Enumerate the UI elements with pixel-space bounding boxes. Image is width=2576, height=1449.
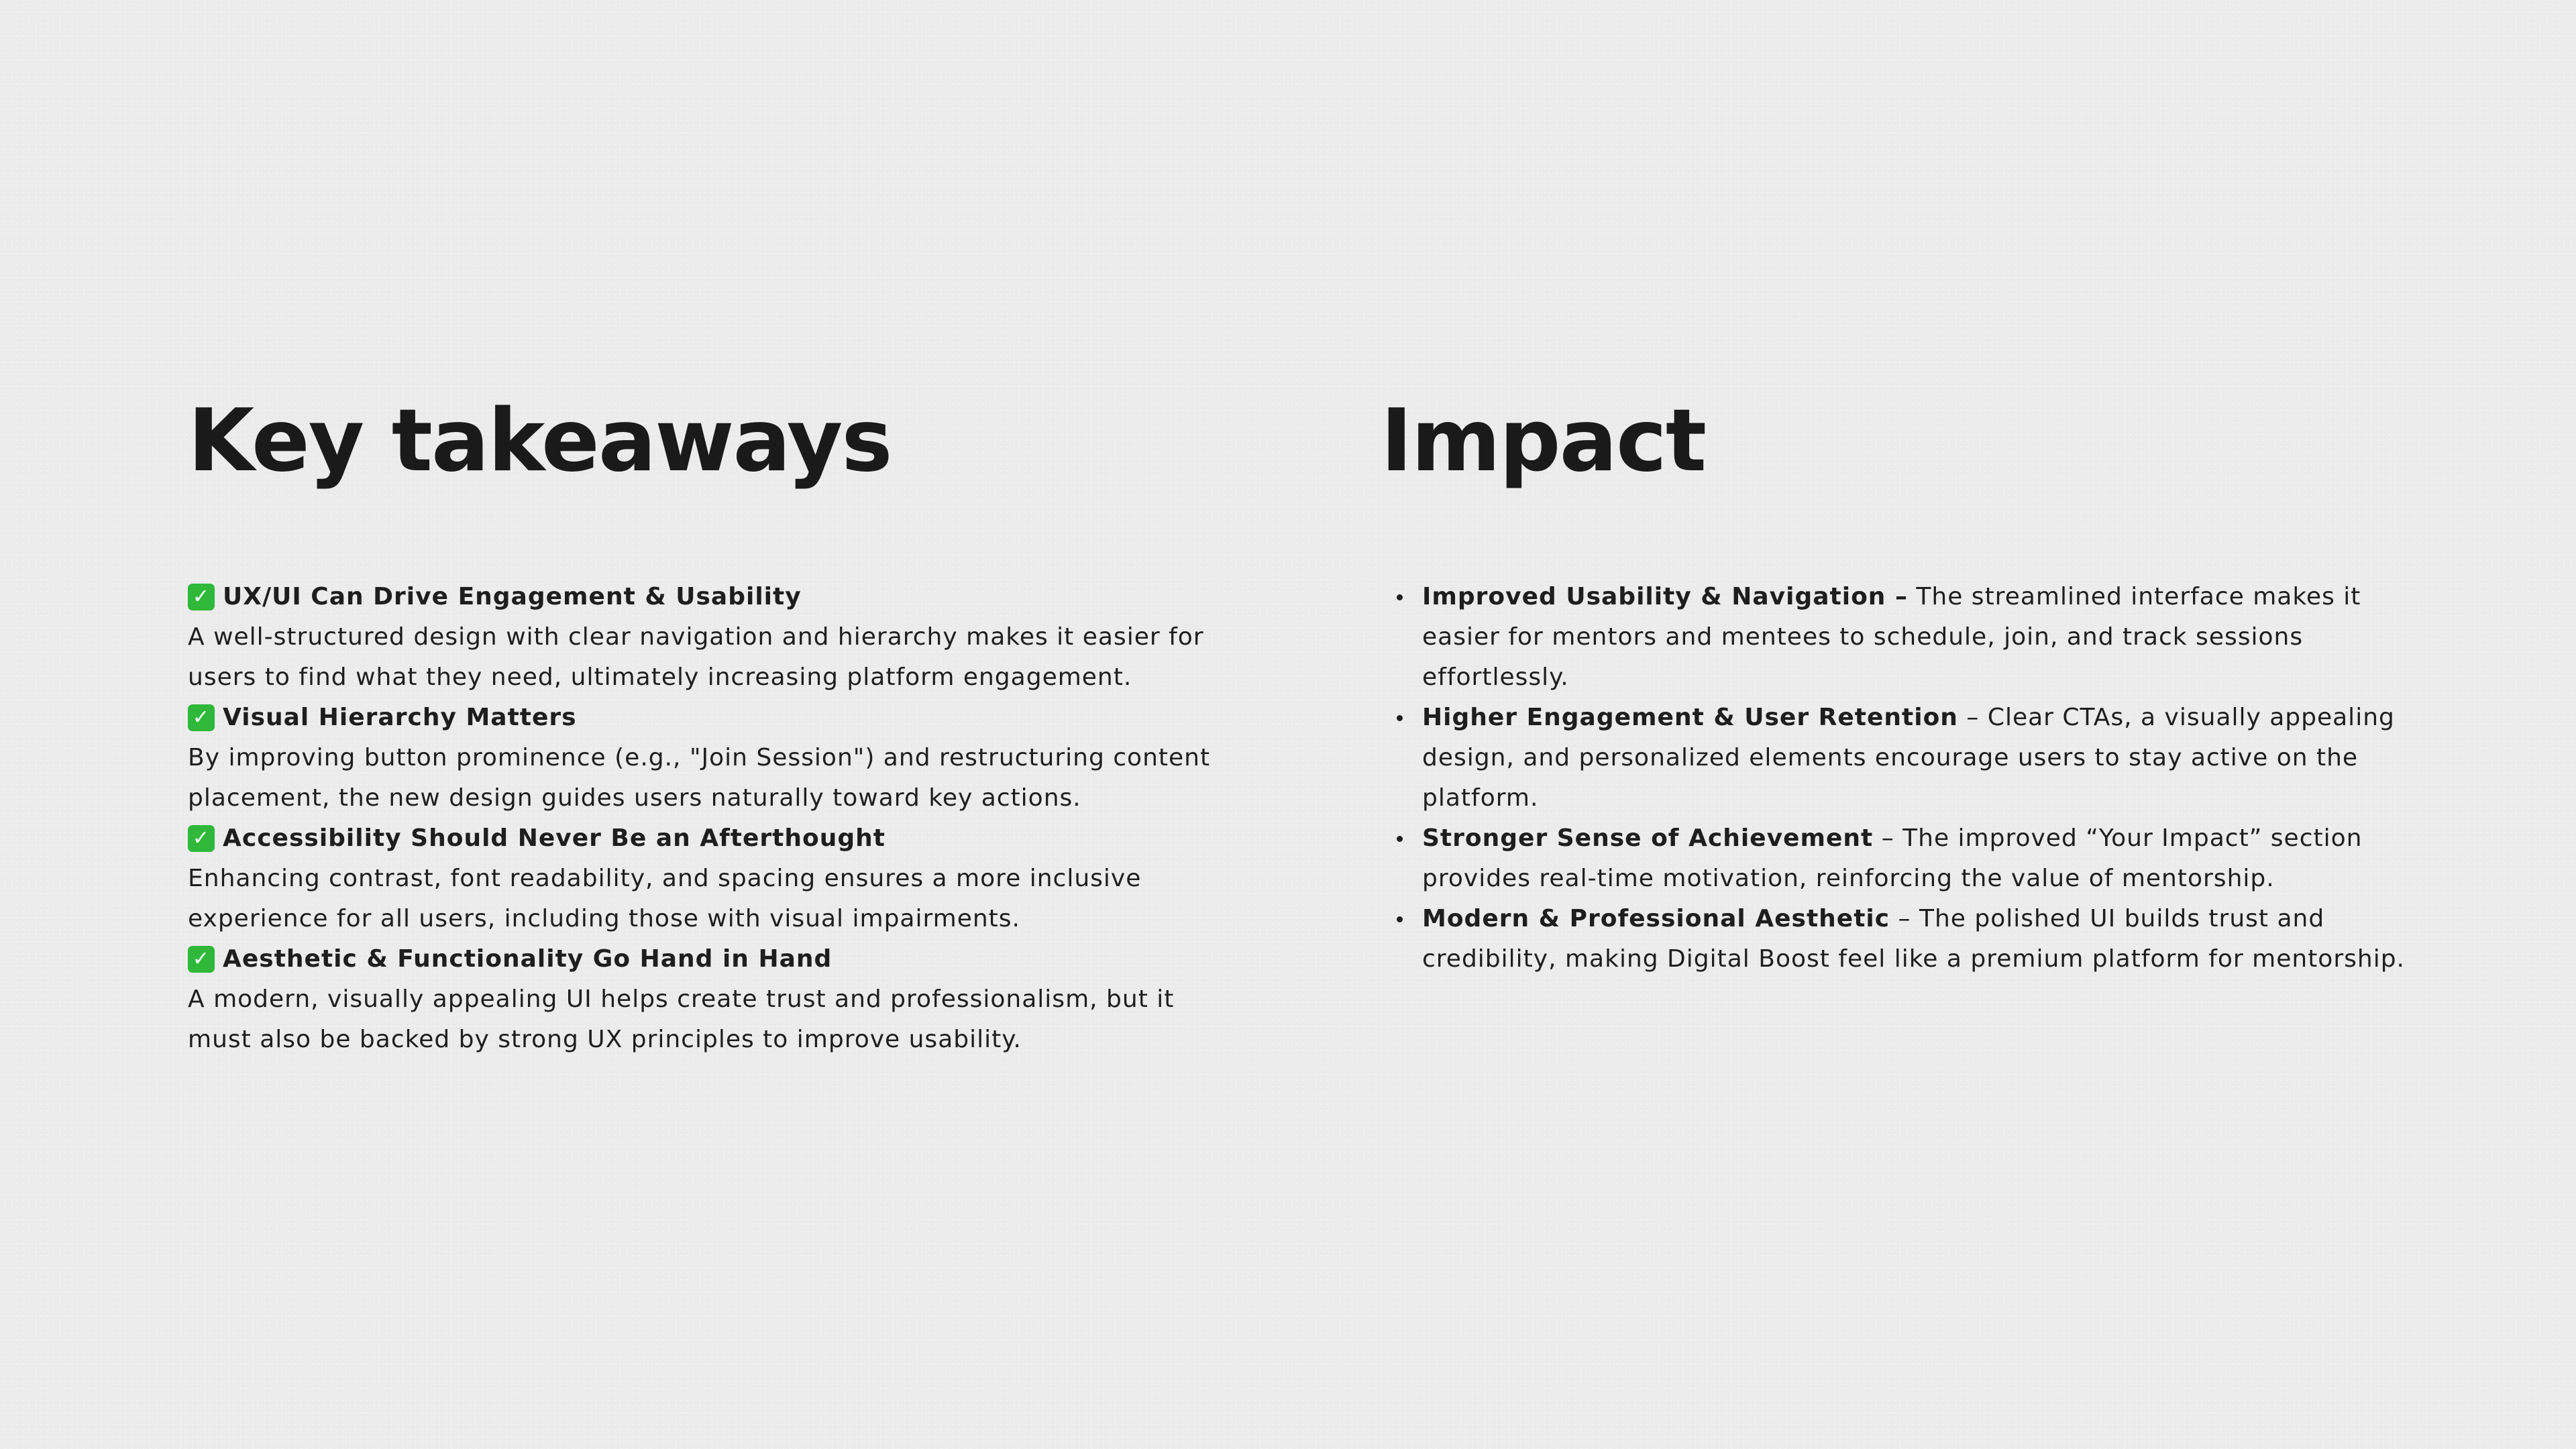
check-mark-icon: ✓ [188,825,215,852]
impact-item [1381,899,2427,979]
takeaway-description: A well-structured design with clear navigation and hierarchy makes it easier for users to find what they need, ultimately increasing platform engagement. [188,623,1204,691]
takeaway-item [188,698,1221,818]
impact-item-text: – The polished UI builds trust and credibility, making Digital Boost feel like a premium platform for mentorship. [1422,905,2406,973]
check-mark-icon: ✓ [188,584,215,610]
impact-list [1381,577,2427,979]
takeaway-title-row [188,818,1221,859]
takeaway-title: Aesthetic & Functionality Go Hand in Hand [223,945,833,973]
impact-item-text: – The improved “Your Impact” section provides real-time motivation, reinforcing the value of mentorship. [1422,824,2363,892]
impact-item-text: – Clear CTAs, a visually appealing design, and personalized elements encourage users to stay active on the platform. [1422,704,2395,812]
check-mark-icon: ✓ [188,704,215,731]
impact-item-title: Stronger Sense of Achievement [1422,824,1874,852]
impact-list-wrapper [1381,577,2427,979]
impact-item [1381,698,2427,818]
takeaway-item [188,818,1221,939]
takeaway-title-row [188,698,1221,738]
key-takeaways-heading: Key takeaways [188,391,892,491]
takeaway-item [188,939,1221,1060]
bullet-icon [1397,916,1403,922]
takeaway-title-row [188,577,1221,617]
impact-section [1381,391,2427,973]
bullet-icon [1397,715,1403,721]
bullet-icon [1397,594,1403,600]
takeaway-title: Visual Hierarchy Matters [223,704,577,731]
takeaway-title-row [188,939,1221,979]
impact-item-title: Improved Usability & Navigation – [1422,583,1908,610]
takeaway-description: By improving button prominence (e.g., "Join Session") and restructuring content placement, the new design guides users naturally toward key actions. [188,744,1211,812]
takeaway-title: Accessibility Should Never Be an Afterthought [223,824,885,852]
impact-item-title: Modern & Professional Aesthetic [1422,905,1890,932]
impact-item [1381,577,2427,698]
takeaway-title: UX/UI Can Drive Engagement & Usability [223,583,802,610]
takeaways-list [188,577,1221,1060]
impact-item-title: Higher Engagement & User Retention [1422,704,1958,731]
takeaway-description: Enhancing contrast, font readability, and spacing ensures a more inclusive experience for all users, including those with visual impairments. [188,865,1142,932]
impact-item-text: The streamlined interface makes it easier for mentors and mentees to schedule, join, and track sessions effortlessly. [1422,583,2361,691]
impact-item [1381,818,2427,899]
bullet-icon [1397,836,1403,842]
takeaway-item [188,577,1221,698]
key-takeaways-section [188,391,1221,1053]
check-mark-icon: ✓ [188,946,215,973]
impact-heading: Impact [1381,391,1706,491]
takeaway-description: A modern, visually appealing UI helps create trust and professionalism, but it must also be backed by strong UX principles to improve usability. [188,985,1175,1053]
